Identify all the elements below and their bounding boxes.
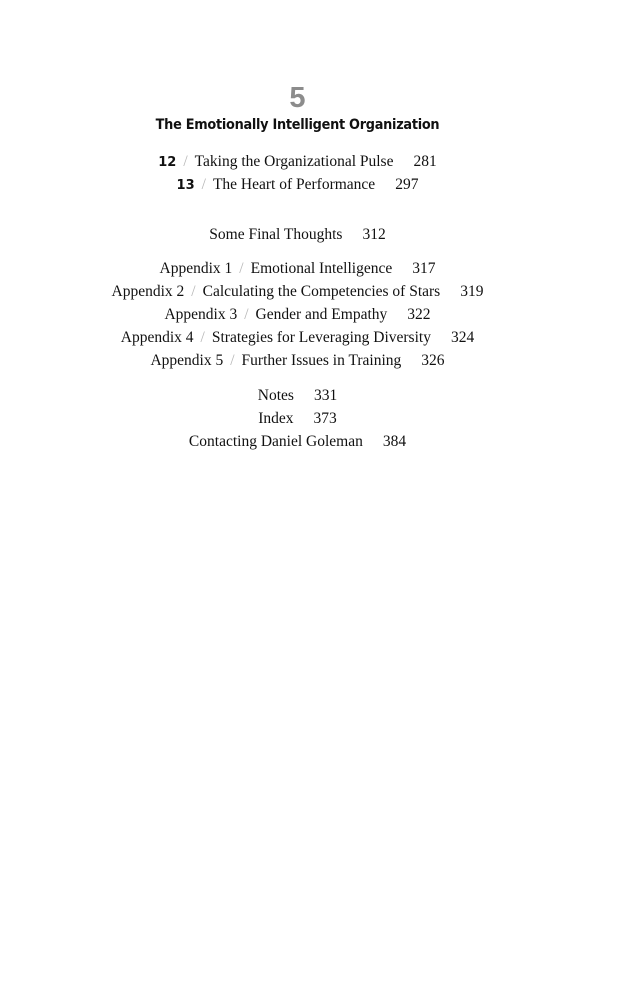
entry-title: Contacting Daniel Goleman xyxy=(188,433,363,450)
toc-entry-chapter-12[interactable] xyxy=(0,152,595,173)
page-number: 319 xyxy=(460,283,484,300)
appendix-label: Appendix 5 xyxy=(150,352,224,369)
chapter-number: 13 xyxy=(176,178,195,193)
appendix-title: Calculating the Competencies of Stars xyxy=(202,283,441,300)
appendix-label: Appendix 1 xyxy=(159,260,233,277)
toc-entry-final-thoughts[interactable] xyxy=(0,225,595,245)
appendix-title: Strategies for Leveraging Diversity xyxy=(211,329,431,346)
toc-entry-index[interactable] xyxy=(0,409,595,429)
entry-title: Some Final Thoughts xyxy=(209,226,343,243)
separator: / xyxy=(191,283,196,300)
separator: / xyxy=(201,176,206,193)
toc-entry-appendix-2[interactable] xyxy=(0,282,595,302)
toc-entry-contacting-author[interactable] xyxy=(0,432,595,452)
page-number: 373 xyxy=(313,410,337,427)
entry-title: Notes xyxy=(257,387,294,404)
toc-entry-chapter-13[interactable] xyxy=(0,175,595,196)
entry-title: Index xyxy=(258,410,294,427)
part-number: 5 xyxy=(289,82,306,114)
page-number: 281 xyxy=(413,153,437,170)
toc-entry-appendix-5[interactable] xyxy=(0,351,595,371)
chapter-number: 12 xyxy=(158,155,177,170)
page-number: 297 xyxy=(395,176,419,193)
appendix-label: Appendix 2 xyxy=(111,283,185,300)
separator: / xyxy=(183,153,188,170)
page-number: 322 xyxy=(407,306,431,323)
chapter-title: Taking the Organizational Pulse xyxy=(194,153,394,170)
appendix-title: Emotional Intelligence xyxy=(250,260,393,277)
toc-entry-appendix-1[interactable] xyxy=(0,259,595,279)
toc-entry-notes[interactable] xyxy=(0,386,595,406)
page-number: 324 xyxy=(450,329,475,346)
appendix-title: Gender and Empathy xyxy=(255,306,388,323)
toc-entry-appendix-4[interactable] xyxy=(0,328,595,348)
page-number: 326 xyxy=(421,352,445,369)
part-title: The Emotionally Intelligent Organization xyxy=(155,117,440,133)
separator: / xyxy=(230,352,235,369)
chapter-title: The Heart of Performance xyxy=(212,176,376,193)
appendix-title: Further Issues in Training xyxy=(241,352,402,369)
separator: / xyxy=(244,306,249,323)
toc-entry-appendix-3[interactable] xyxy=(0,305,595,325)
page-number: 317 xyxy=(412,260,436,277)
separator: / xyxy=(200,329,205,346)
separator: / xyxy=(239,260,244,277)
appendix-label: Appendix 3 xyxy=(164,306,238,323)
appendix-label: Appendix 4 xyxy=(120,329,194,346)
page-number: 331 xyxy=(313,387,338,404)
page-number: 384 xyxy=(382,433,407,450)
page-number: 312 xyxy=(362,226,386,243)
